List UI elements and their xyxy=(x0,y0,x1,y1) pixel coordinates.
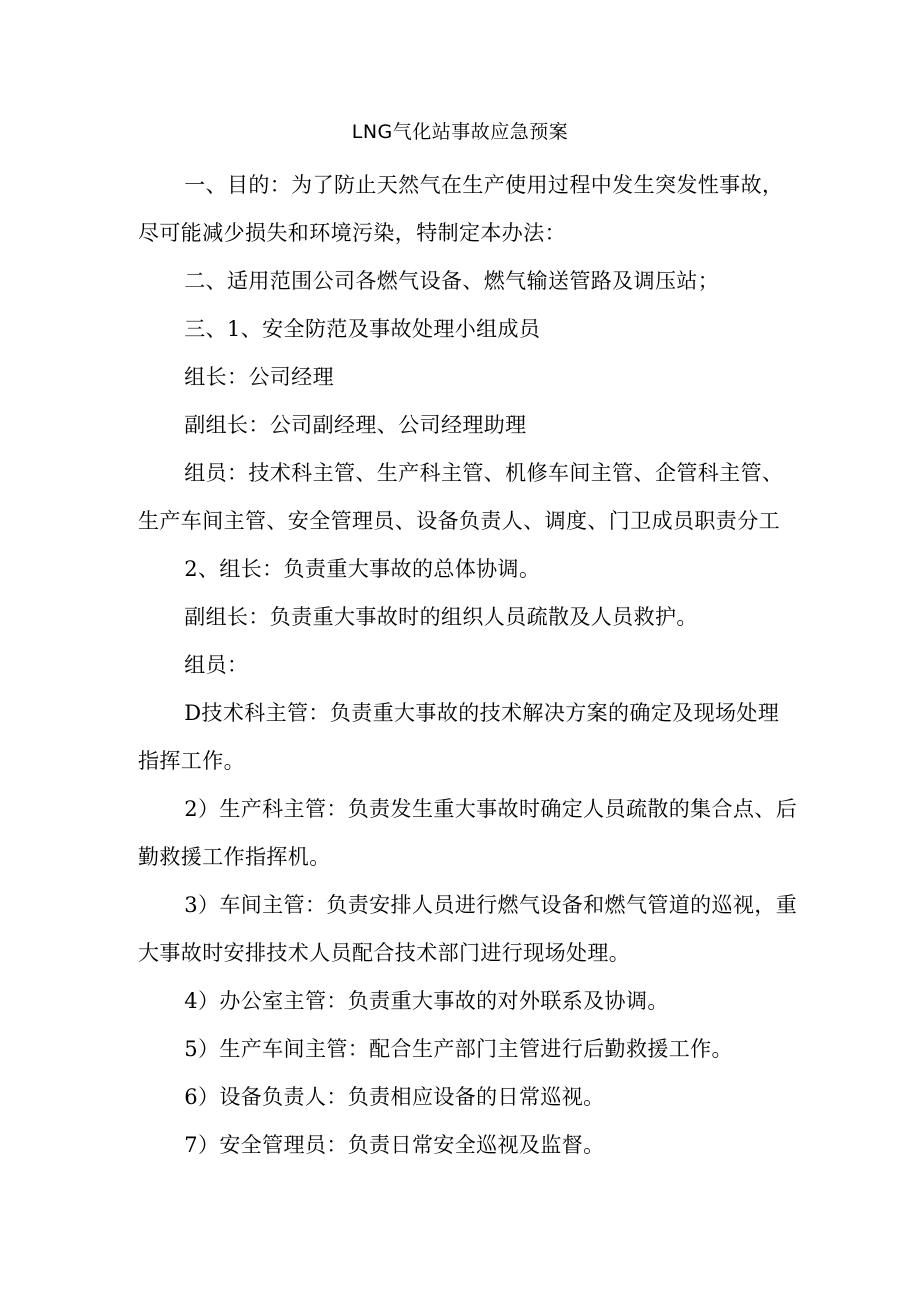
paragraph-members-label: 组员： xyxy=(184,653,249,677)
paragraph-team-heading: 三、1、安全防范及事故处理小组成员 xyxy=(184,317,541,341)
paragraph-purpose: 一、目的：为了防止天然气在生产使用过程中发生突发性事故，尽可能减少损失和环境污染，特制定本办法： xyxy=(138,173,784,245)
paragraph-members: 组员：技术科主管、生产科主管、机修车间主管、企管科主管、生产车间主管、安全管理员、设备负责人、调度、门卫成员职责分工 xyxy=(138,461,784,533)
paragraph-leader-duty: 2、组长：负责重大事故的总体协调。 xyxy=(184,557,541,581)
paragraph-deputy-duty: 副组长：负责重大事故时的组织人员疏散及人员救护。 xyxy=(184,605,698,629)
document-title: LNG气化站事故应急预案 xyxy=(351,121,569,143)
paragraph-deputy-leader: 副组长：公司副经理、公司经理助理 xyxy=(184,413,527,437)
document-body xyxy=(138,161,798,1169)
paragraph-duty-production-workshop: 5）生产车间主管：配合生产部门主管进行后勤救援工作。 xyxy=(184,1037,733,1061)
paragraph-duty-tech: D技术科主管：负责重大事故的技术解决方案的确定及现场处理指挥工作。 xyxy=(138,701,780,773)
paragraph-leader: 组长：公司经理 xyxy=(184,365,334,389)
paragraph-duty-safety: 7）安全管理员：负责日常安全巡视及监督。 xyxy=(184,1133,605,1157)
paragraph-duty-production: 2）生产科主管：负责发生重大事故时确定人员疏散的集合点、后勤救援工作指挥机。 xyxy=(138,797,798,869)
paragraph-scope: 二、适用范围公司各燃气设备、燃气输送管路及调压站； xyxy=(184,269,720,293)
paragraph-duty-workshop: 3）车间主管：负责安排人员进行燃气设备和燃气管道的巡视，重大事故时安排技术人员配合技术部门进行现场处理。 xyxy=(138,893,798,965)
paragraph-duty-office: 4）办公室主管：负责重大事故的对外联系及协调。 xyxy=(184,989,669,1013)
paragraph-duty-equipment: 6）设备负责人：负责相应设备的日常巡视。 xyxy=(184,1085,605,1109)
